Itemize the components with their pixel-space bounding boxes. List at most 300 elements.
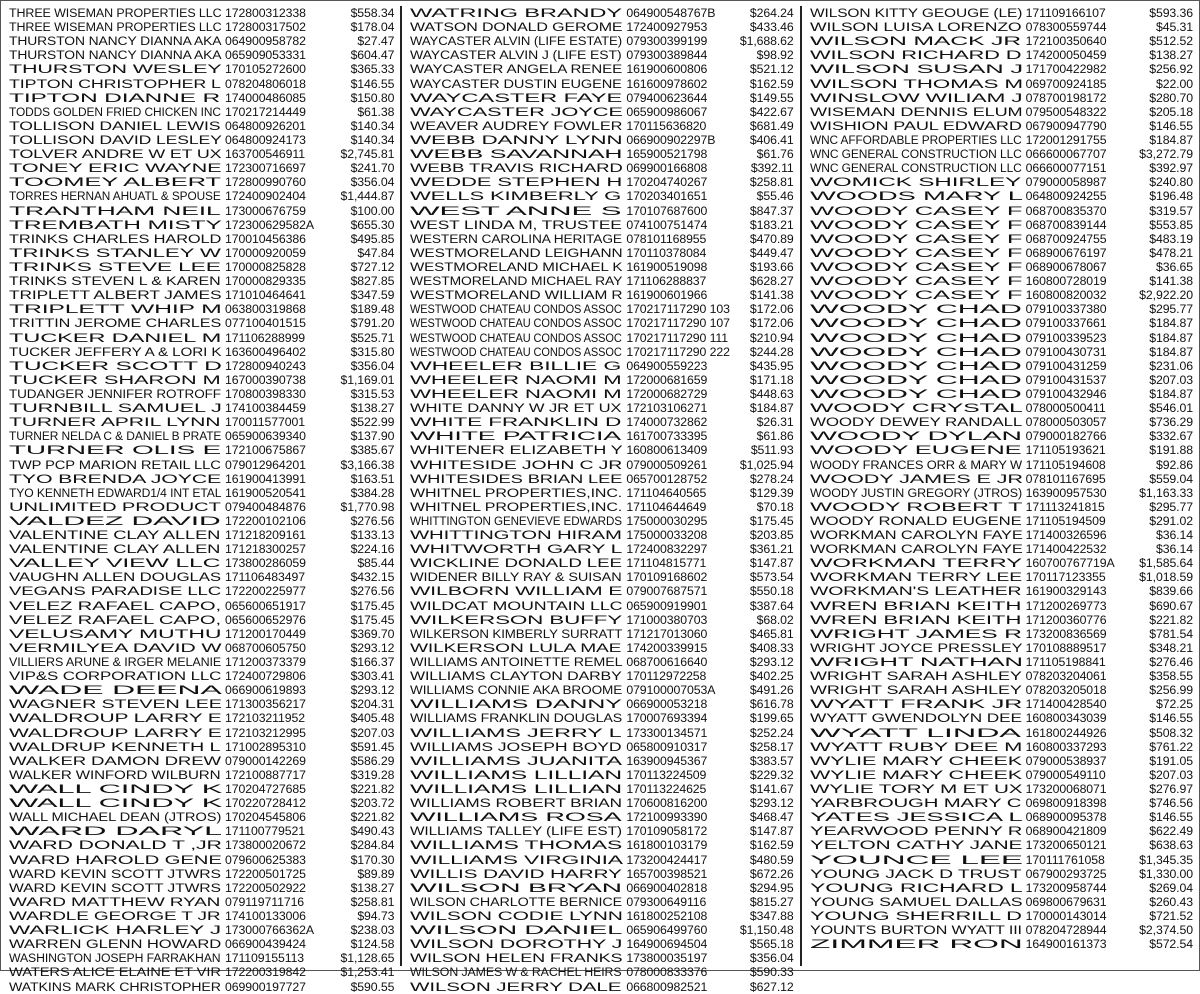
owner-name: WALDROUP LARRY E [9,725,222,740]
owner-name: WALKER WINFORD WILBURN [9,767,221,782]
parcel-id: 171106483497 [225,570,305,585]
owner-name: WHEELER BILLIE G [410,358,622,373]
listing-row [410,20,793,34]
listing-row [410,472,793,486]
parcel-id: 067900947790 [1025,118,1107,133]
parcel-id: 065600652976 [225,612,306,627]
owner-name: TUCKER SCOTT D [9,358,222,373]
listing-row [9,740,394,754]
tax-amount: $553.85 [1149,217,1193,232]
owner-name: WOODY CASEY F [809,288,1022,303]
listing-row [410,48,793,62]
listing-row [9,951,394,965]
tax-amount: $638.63 [1149,838,1193,853]
parcel-id: 064900548767B [626,6,716,20]
tax-amount: $590.55 [350,979,395,994]
owner-name: YOUNG SAMUEL DALLAS [809,894,1023,909]
tax-amount: $406.41 [749,132,794,147]
listing-row [410,754,793,768]
listing-row [810,500,1193,514]
tax-amount: $586.29 [350,753,395,768]
owner-name: THURSTON NANCY DIANNA AKA [9,34,222,49]
listing-row [9,754,394,768]
owner-name: YOUNTS BURTON WYATT III [809,923,1022,938]
tax-amount: $147.87 [749,824,794,839]
owner-name: WILLIS DAVID HARRY [410,866,623,881]
parcel-id: 170105272600 [225,62,306,77]
tax-amount: $303.41 [350,669,395,684]
parcel-id: 172800317502 [225,20,306,35]
owner-name: WILSON THOMAS M [809,76,1023,91]
owner-name: WILKERSON LULA MAE [410,640,622,655]
listing-row [9,62,394,76]
listing-row [410,838,793,852]
parcel-id: 163700546911 [225,147,305,162]
parcel-id: 078101167695 [1025,471,1106,486]
listing-row [810,161,1193,175]
owner-name: VELEZ RAFAEL CAPO, [9,598,221,613]
tax-amount: $315.53 [350,386,395,401]
parcel-id: 173300134571 [626,725,708,740]
owner-name: TOLVER ANDRE W ET UX [9,147,222,162]
parcel-id: 078203205018 [1025,683,1107,698]
listing-row [9,373,394,387]
tax-amount: $392.11 [750,161,794,176]
listing-row [410,810,793,824]
tax-amount: $761.22 [1149,739,1193,754]
parcel-id: 170112972258 [626,669,707,684]
tax-amount: $690.67 [1149,598,1193,613]
owner-name: WESTMORELAND MICHAEL RAY [410,274,623,289]
tax-amount: $432.15 [350,570,395,585]
listing-row [810,599,1193,613]
listing-row [810,387,1193,401]
tax-amount: $293.12 [749,796,794,811]
tax-amount: $170.30 [350,852,395,867]
parcel-id: 171217013060 [626,626,708,641]
parcel-id: 161900329143 [1025,584,1107,599]
tax-amount: $205.18 [1149,104,1193,119]
listing-row [810,528,1193,542]
owner-name: YOUNG SHERRILL D [809,909,1022,923]
owner-name: VEGANS PARADISE LLC [9,584,222,599]
listing-row [9,965,394,979]
tax-amount: $1,163.33 [1139,485,1193,500]
owner-name: WEBB TRAVIS RICHARD [410,161,624,176]
tax-amount: $348.21 [1149,640,1193,655]
parcel-id: 167000390738 [225,372,306,387]
parcel-id: 170203401651 [626,189,708,204]
parcel-id: 165900521798 [626,147,708,162]
tax-amount: $3,166.38 [340,457,395,472]
tax-amount: $572.54 [1149,937,1193,952]
owner-name: WILDCAT MOUNTAIN LLC [410,598,623,613]
tax-amount: $203.72 [350,796,395,811]
parcel-id: 161800252108 [626,909,708,923]
parcel-id: 170217117290 111 [626,330,728,345]
listing-row [810,853,1193,867]
parcel-id: 172800312338 [225,6,306,20]
listing-row [410,711,793,725]
owner-name: WHITE FRANKLIN D [410,415,622,430]
parcel-id: 172200102106 [225,513,306,528]
parcel-id: 171000380703 [626,612,708,627]
tax-amount: $141.38 [749,288,794,303]
listing-row [410,909,793,923]
owner-name: WHITE DANNY W JR ET UX [410,401,622,416]
parcel-id: 069900166808 [626,161,708,176]
listing-row [810,726,1193,740]
parcel-id: 063800319868 [225,302,306,317]
parcel-id: 172001291755 [1025,132,1107,147]
parcel-id: 069700924185 [1025,76,1107,91]
listing-row [810,711,1193,725]
listing-row [410,77,793,91]
listing-row [810,796,1193,810]
listing-row [410,768,793,782]
tax-amount: $172.06 [749,316,794,331]
owner-name: WAYCASTER ALVIN J (LIFE EST) [410,48,622,63]
listing-row [410,500,793,514]
parcel-id: 160700767719A [1025,556,1115,571]
listing-row [810,754,1193,768]
owner-name: WOODS MARY L [809,189,1023,204]
listing-row [9,810,394,824]
parcel-id: 164900694504 [626,937,708,952]
owner-name: WRIGHT NATHAN [809,655,1023,670]
tax-amount: $847.37 [749,203,794,218]
owner-name: TUCKER JEFFERY A & LORI K [9,344,222,359]
tax-amount: $1,018.59 [1139,570,1193,585]
parcel-id: 171100779521 [225,824,305,839]
parcel-id: 079500548322 [1025,104,1107,119]
tax-amount: $369.70 [350,626,395,641]
owner-name: WNC GENERAL CONSTRUCTION LLC [809,147,1022,162]
listing-row [410,458,793,472]
tax-amount: $408.33 [749,640,794,655]
parcel-id: 064800924255 [1025,189,1107,204]
tax-amount: $133.13 [350,528,395,543]
parcel-id: 079000142269 [225,753,306,768]
tax-amount: $137.90 [350,429,395,444]
listing-row [9,486,394,500]
parcel-id: 171218209161 [225,528,306,543]
parcel-id: 066800982521 [626,979,708,994]
tax-amount: $171.18 [749,372,794,387]
owner-name: WALDROUP LARRY E [9,711,222,726]
parcel-id: 173200836569 [1025,626,1107,641]
tax-amount: $26.31 [756,415,794,430]
listing-row [9,697,394,711]
listing-row [9,824,394,838]
tax-amount: $276.56 [350,513,395,528]
owner-name: WATERS ALICE ELAINE ET VIR [9,965,221,980]
parcel-id: 078700198172 [1025,90,1107,105]
listing-row [9,782,394,796]
owner-name: WALKER DAMON DREW [9,753,221,768]
listing-row [810,458,1193,472]
parcel-id: 160800728019 [1025,274,1107,289]
listing-row [9,641,394,655]
owner-name: TUCKER DANIEL M [9,330,222,345]
tax-amount: $252.24 [749,725,794,740]
parcel-id: 172103106271 [626,401,708,416]
listing-row [810,768,1193,782]
listing-row [410,91,793,105]
tax-amount: $210.94 [749,330,794,345]
parcel-id: 171113241815 [1025,499,1105,514]
owner-name: WILSON CODIE LYNN [410,909,624,923]
listing-row [810,345,1193,359]
parcel-id: 171105193621 [1025,443,1106,458]
parcel-id: 171106288999 [225,330,305,345]
parcel-id: 066900053218 [626,697,708,712]
listing-row [410,599,793,613]
owner-name: VELEZ RAFAEL CAPO, [9,612,221,627]
owner-name: WEBB SAVANNAH [410,147,623,162]
listing-row [410,486,793,500]
owner-name: WOODY CRYSTAL [809,401,1023,416]
parcel-id: 173800035197 [626,951,708,966]
tax-amount: $483.19 [1149,231,1193,246]
tax-amount: $36.14 [1155,542,1193,557]
parcel-id: 172103211952 [225,711,305,726]
tax-amount: $449.47 [749,245,794,260]
tax-amount: $140.34 [350,118,395,133]
tax-amount: $491.26 [749,683,794,698]
tax-amount: $721.52 [1149,909,1193,923]
owner-name: TREMBATH MISTY [9,217,222,232]
owner-name: TIPTON CHRISTOPHER L [9,76,221,91]
tax-amount: $204.31 [350,697,395,712]
owner-name: TIPTON DIANNE R [9,90,221,105]
owner-name: WAYCASTER DUSTIN EUGENE [410,76,623,91]
listing-row [810,218,1193,232]
owner-name: WARD MATTHEW RYAN [9,894,221,909]
listing-row [9,260,394,274]
listing-row [9,302,394,316]
owner-name: WILLIAMS JUANITA [410,753,623,768]
tax-amount: $827.85 [350,274,395,289]
listing-row [810,486,1193,500]
parcel-id: 068700835370 [1025,203,1107,218]
tax-amount: $27.47 [357,34,395,49]
tax-amount: $140.34 [350,132,395,147]
owner-name: WILLIAMS CLAYTON DARBY [410,669,622,684]
parcel-id: 171400428540 [1025,697,1107,712]
listing-row [410,796,793,810]
owner-name: TONEY ERIC WAYNE [9,161,222,176]
tax-amount: $736.29 [1149,415,1193,430]
parcel-id: 173000766362A [225,923,314,938]
owner-name: TUCKER SHARON M [9,372,221,387]
parcel-id: 171105194608 [1025,457,1106,472]
owner-name: WHITTINGTON GENEVIEVE EDWARDS [410,513,623,528]
parcel-id: 174200050459 [1025,48,1107,63]
owner-name: WESTERN CAROLINA HERITAGE [410,231,623,246]
owner-name: WARDLE GEORGE T JR [9,909,221,923]
parcel-id: 172300629582A [225,217,314,232]
tax-amount: $221.82 [350,810,395,825]
tax-amount: $89.89 [357,866,395,881]
parcel-id: 079100337661 [1025,316,1107,331]
owner-name: TRIPLETT ALBERT JAMES [9,288,222,303]
parcel-id: 171218300257 [225,542,306,557]
tax-amount: $332.67 [1149,429,1193,444]
parcel-id: 173000676759 [225,203,306,218]
parcel-id: 079119711716 [225,894,305,909]
listing-row [410,514,793,528]
owner-name: TRINKS STEVEN L & KAREN [9,274,221,289]
tax-amount: $240.80 [1149,175,1193,190]
listing-row [810,246,1193,260]
parcel-id: 175000033208 [626,528,708,543]
parcel-id: 170204545806 [225,810,306,825]
owner-name: WILLIAMS LILLIAN [410,767,623,782]
owner-name: WREN BRIAN KEITH [809,598,1021,613]
owner-name: WILSON SUSAN J [809,62,1023,77]
tax-amount: $546.01 [1149,401,1193,416]
owner-name: WADE DEENA [9,683,222,698]
listing-row [810,401,1193,415]
listing-row [9,345,394,359]
parcel-id: 172400832297 [626,542,708,557]
tax-amount: $839.66 [1149,584,1193,599]
tax-amount: $45.31 [1155,20,1193,35]
listing-row [810,331,1193,345]
listing-row [9,77,394,91]
listing-column-2 [400,6,799,994]
parcel-id: 174200339915 [626,640,708,655]
owner-name: WAGNER STEVEN LEE [9,697,222,712]
owner-name: WOODY CHAD [809,344,1022,359]
listing-row [810,91,1193,105]
parcel-id: 172100993390 [626,810,708,825]
owner-name: WILSON MACK JR [809,34,1021,49]
listing-row [410,584,793,598]
owner-name: WHITESIDES BRIAN LEE [410,471,623,486]
owner-name: WOODY CASEY F [809,274,1022,289]
parcel-id: 171200373379 [225,655,306,670]
parcel-id: 172000681659 [626,372,708,387]
parcel-id: 066900902297B [626,132,716,147]
owner-name: WESTMORELAND MICHAEL K [410,259,623,274]
owner-name: WYLIE MARY CHEEK [809,753,1022,768]
listing-row [810,556,1193,570]
parcel-id: 160800613409 [626,443,708,458]
tax-amount: $435.95 [749,358,794,373]
owner-name: WRIGHT JOYCE PRESSLEY [809,640,1023,655]
tax-amount: $149.55 [749,90,794,105]
tax-amount: $319.28 [350,767,395,782]
tax-amount: $68.02 [756,612,794,627]
tax-amount: $550.18 [749,584,794,599]
owner-name: WIDENER BILLY RAY & SUISAN [410,570,622,585]
listing-row [9,937,394,951]
parcel-id: 065900986067 [626,104,708,119]
owner-name: WOODY CHAD [809,386,1022,401]
listing-row [810,697,1193,711]
listing-row [9,119,394,133]
parcel-id: 161900413991 [225,471,306,486]
parcel-id: 170010456386 [225,231,306,246]
owner-name: VILLIERS ARUNE & IRGER MELANIE [9,655,222,670]
parcel-id: 165700398521 [626,866,708,881]
listing-row [410,189,793,203]
tax-amount: $573.54 [749,570,794,585]
tax-amount: $361.21 [749,542,794,557]
parcel-id: 068900095378 [1025,810,1107,825]
tax-amount: $162.59 [749,838,794,853]
parcel-id: 161800103179 [626,838,708,853]
parcel-id: 163900945367 [626,753,708,768]
listing-row [9,458,394,472]
listing-row [810,909,1193,923]
listing-row [9,838,394,852]
tax-amount: $172.06 [749,302,794,317]
listing-row [810,6,1193,20]
owner-name: WREN BRIAN KEITH [809,612,1021,627]
parcel-id: 172100675867 [225,443,306,458]
tax-amount: $47.84 [357,245,395,260]
parcel-id: 172400902404 [225,189,306,204]
parcel-id: 066600077151 [1025,161,1107,176]
owner-name: WHEELER NAOMI M [410,372,622,387]
parcel-id: 170217117290 107 [626,316,730,331]
owner-name: WAYCASTER JOYCE [410,104,624,119]
listing-row [810,189,1193,203]
listing-row [410,613,793,627]
parcel-id: 079400484876 [225,499,306,514]
listing-row [9,923,394,937]
tax-amount: $1,330.00 [1139,866,1193,881]
tax-amount: $98.92 [756,48,794,63]
tax-amount: $183.21 [749,217,794,232]
parcel-id: 079300399199 [626,34,708,49]
listing-row [410,288,793,302]
owner-name: YATES JESSICA L [809,810,1023,825]
listing-row [410,105,793,119]
parcel-id: 175000030295 [626,513,708,528]
owner-name: WOODY CASEY F [809,245,1022,260]
owner-name: WILLIAMS ANTOINETTE REMEL [410,655,623,670]
tax-amount: $1,770.98 [340,499,395,514]
owner-name: WOODY EUGENE [809,443,1022,458]
parcel-id: 065906499760 [626,923,708,938]
tax-amount: $448.63 [749,386,794,401]
parcel-id: 170115636820 [626,118,707,133]
listing-row [810,302,1193,316]
owner-name: WARD KEVIN SCOTT JTWRS [9,880,221,895]
owner-name: WRIGHT JAMES R [809,626,1022,641]
listing-row [410,782,793,796]
owner-name: WILLIAMS JOSEPH BOYD [410,739,622,754]
parcel-id: 161700733395 [626,429,708,444]
owner-name: WHITENER ELIZABETH Y [410,443,623,458]
listing-row [9,570,394,584]
tax-amount: $178.04 [350,20,395,35]
tax-amount: $628.27 [749,274,794,289]
owner-name: WARD KEVIN SCOTT JTWRS [9,866,221,881]
tax-amount: $141.38 [1149,274,1193,289]
listing-row [410,401,793,415]
tax-amount: $278.24 [749,471,794,486]
parcel-id: 170000829335 [225,274,306,289]
tax-amount: $681.49 [749,118,794,133]
listing-row [810,415,1193,429]
tax-amount: $146.55 [1149,810,1193,825]
tax-amount: $231.06 [1149,358,1193,373]
